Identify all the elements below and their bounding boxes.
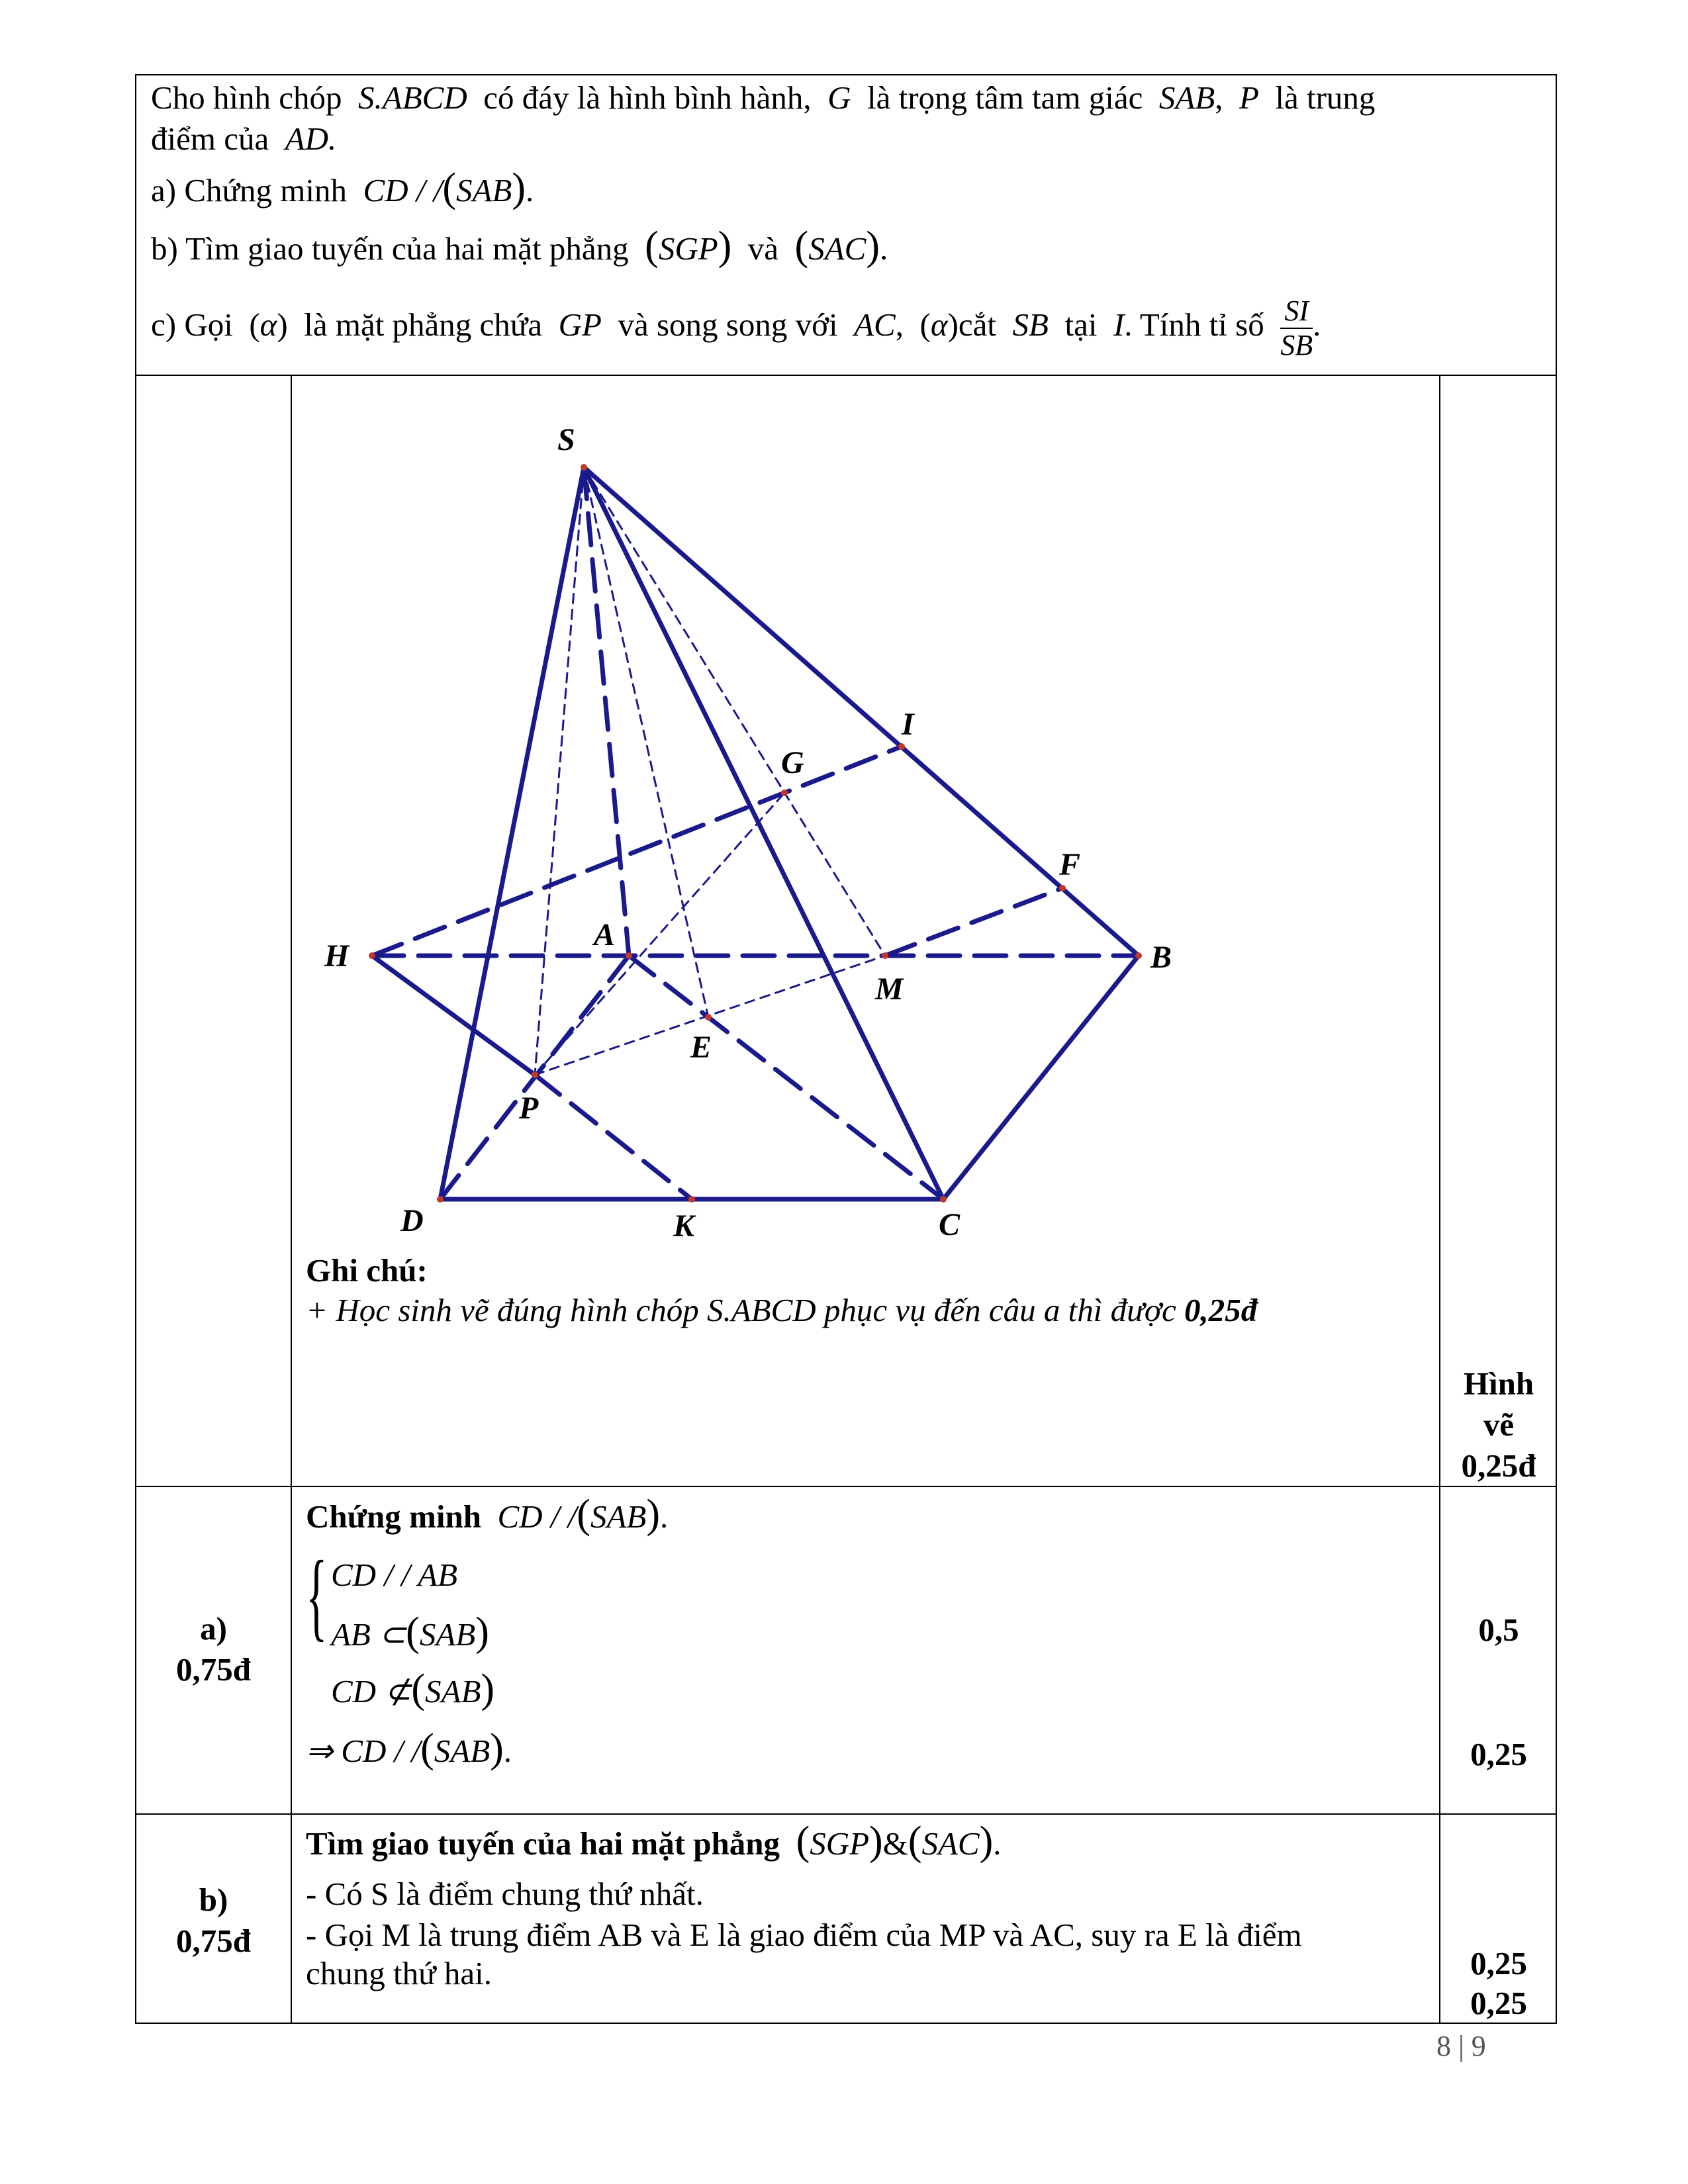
point-K [688,1196,695,1203]
point-P [532,1071,538,1078]
page-number: 8 | 9 [1436,2030,1486,2062]
label-M: M [875,972,904,1007]
part-b-line-3: chung thứ hai. [306,1955,492,1991]
system-line-3: CD ⊄(SAB) [331,1666,495,1711]
point-S [581,464,587,471]
part-a-label: a) 0,75đ [175,1610,251,1688]
line-SP [535,467,584,1075]
part-b-title: Tìm giao tuyến của hai mặt phẳng (SGP)&(SAC). [306,1819,1002,1864]
point-H [369,952,375,959]
label-S: S [557,422,575,457]
question-c: c) Gọi (α) là mặt phẳng chứa GP và song song với AC, (α)cắt SB tại I. Tính tỉ số $\frac{SI}{SB}$ . [151,294,1321,361]
edge-SB [584,467,1139,956]
part-a-score-1: 0,5 [1478,1612,1519,1648]
row-divider-2 [135,1486,1557,1487]
question-a: a) Chứng minh CD / /(SAB). [151,165,534,210]
point-D [437,1196,444,1203]
edge-PK [535,1075,692,1199]
label-H: H [324,938,350,974]
problem-line-2: điểm của AD. [151,120,337,157]
part-a-conclusion: ⇒ CD / /(SAB). [306,1726,512,1771]
point-F [1059,885,1066,891]
point-C [940,1196,947,1203]
label-K: K [673,1208,695,1244]
row-divider-3 [135,1813,1557,1815]
edge-SC [584,467,943,1199]
point-M [882,952,888,959]
label-A: A [594,917,616,952]
label-P: P [519,1091,539,1126]
system-brace: { [306,1541,328,1651]
figure-score: Hình vẽ 0,25đ [1461,1365,1536,1484]
system-line-2: AB ⊂(SAB) [331,1610,489,1655]
label-D: D [400,1203,424,1238]
edge-MF [885,888,1062,956]
line-SM [584,467,885,956]
point-I [898,743,905,750]
note-title: Ghi chú: [306,1252,428,1289]
label-I: I [902,707,914,742]
part-b-score-2: 0,25 [1470,1985,1527,2021]
point-A [626,952,632,959]
point-E [705,1014,712,1021]
part-b-score-1: 0,25 [1470,1945,1527,1981]
label-F: F [1059,847,1081,882]
label-C: C [939,1207,961,1242]
part-b-line-1: - Có S là điểm chung thứ nhất. [306,1876,704,1912]
part-b-line-2: - Gọi M là trung điểm AB và E là giao điểm của MP và AC, suy ra E là điểm [306,1917,1302,1953]
label-E: E [690,1030,712,1065]
point-G [781,790,788,796]
label-G: G [781,745,804,780]
edge-HP [372,956,535,1075]
part-a-score-2: 0,25 [1470,1736,1527,1772]
label-B: B [1150,940,1172,975]
system-line-1: CD / / AB [331,1557,458,1593]
problem-line-1: Cho hình chóp S.ABCD có đáy là hình bình hành, G là trọng tâm tam giác SAB, P là trung [151,79,1376,116]
edge-CB [943,956,1139,1199]
part-a-title: Chứng minh CD / /(SAB). [306,1492,669,1537]
edge-HI [372,747,902,956]
part-b-label: b) 0,75đ [175,1882,251,1959]
point-B [1135,952,1142,959]
note-text: + Học sinh vẽ đúng hình chóp S.ABCD phục vụ đến câu a thì được 0,25đ [306,1292,1258,1328]
ratio-fraction: $\frac{SI}{SB}$ [1280,294,1313,361]
edge-SD [440,467,584,1199]
question-b: b) Tìm giao tuyến của hai mặt phẳng (SGP) và (SAC). [151,224,888,269]
